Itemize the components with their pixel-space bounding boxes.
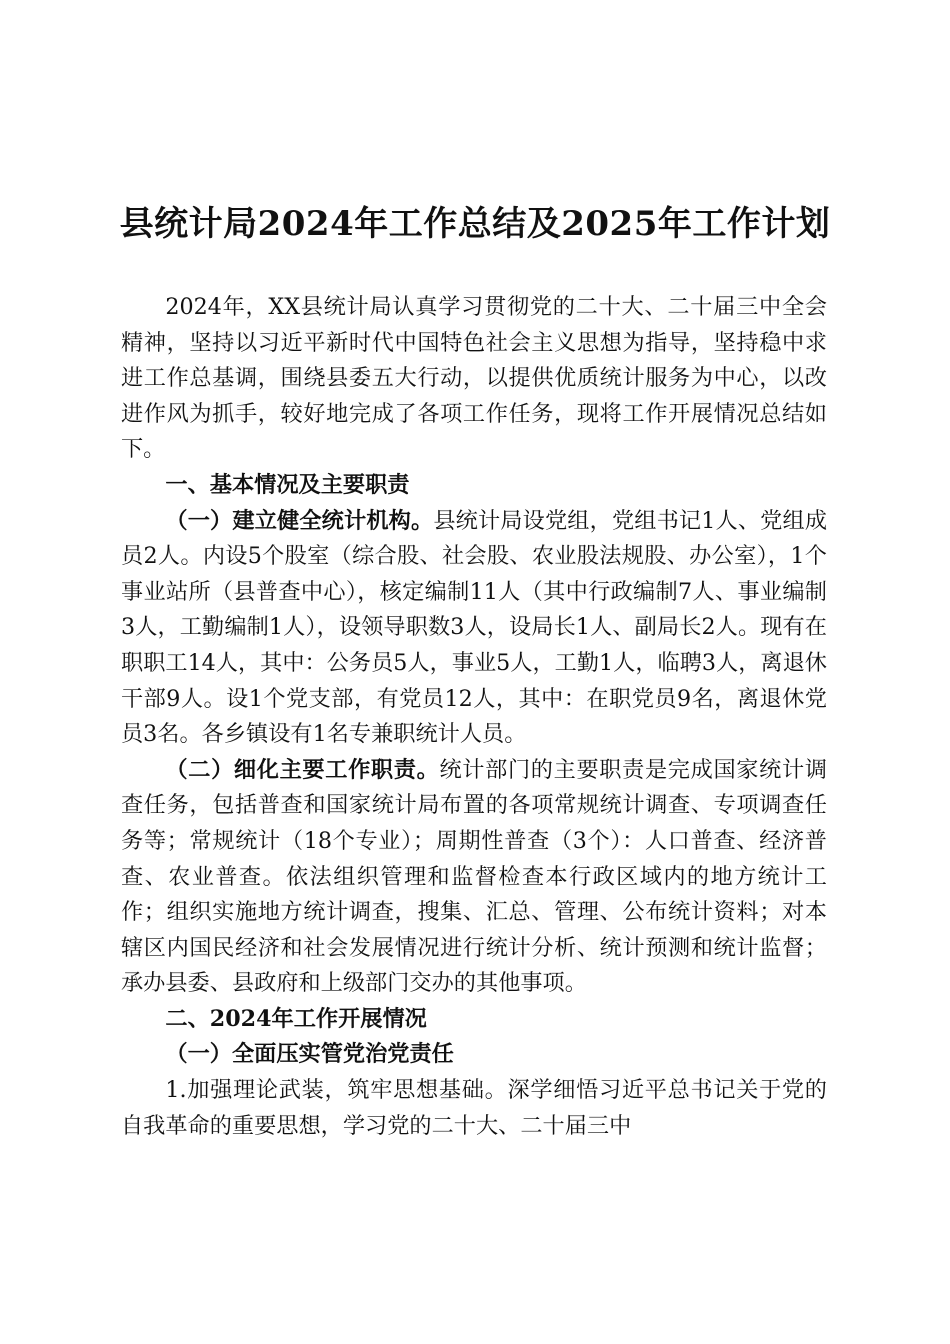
paragraph-duties	[121, 753, 827, 1002]
subheading-lead: （二）细化主要工作职责。	[165, 756, 440, 783]
section-heading: 一、基本情况及主要职责	[165, 471, 410, 498]
document-body	[121, 290, 827, 1144]
subheading-lead: （一）建立健全统计机构。	[165, 507, 434, 534]
intro-paragraph: 2024年，XX县统计局认真学习贯彻党的二十大、二十届三中全会精神，坚持以习近平新时代中国特色社会主义思想为指导，坚持稳中求进工作总基调，围绕县委五大行动，以提供优质统计服务为中心，以改进作风为抓手，较好地完成了各项工作任务，现将工作开展情况总结如下。	[121, 294, 827, 463]
paragraph-organization	[121, 504, 827, 753]
item-paragraph: 1.加强理论武装，筑牢思想基础。深学细悟习近平总书记关于党的自我革命的重要思想，学习党的二十大、二十届三中	[121, 1077, 827, 1139]
section-heading: 二、2024年工作开展情况	[165, 1005, 427, 1032]
paragraph-text: 统计部门的主要职责是完成国家统计调查任务，包括普查和国家统计局布置的各项常规统计调查、专项调查任务等；常规统计（18个专业）；周期性普查（3个）：人口普查、经济普查、农业普查。依法组织管理和监督检查本行政区域内的地方统计工作；组织实施地方统计调查，搜集、汇总、管理、公布统计资料；对本辖区内国民经济和社会发展情况进行统计分析、统计预测和统计监督；承办县委、县政府和上级部门交办的其他事项。	[121, 756, 828, 997]
paragraph-text: 县统计局设党组，党组书记1人、党组成员2人。内设5个股室（综合股、社会股、农业股法规股、办公室），1个事业站所（县普查中心），核定编制11人（其中行政编制7人、事业编制3人，工勤编制1人），设领导职数3人，设局长1人、副局长2人。现有在职职工14人，其中：公务员5人，事业5人，工勤1人，临聘3人，离退休干部9人。设1个党支部，有党员12人，其中：在职党员9名，离退休党员3名。各乡镇设有1名专兼职统计人员。	[121, 507, 828, 748]
document-title: 县统计局2024年工作总结及2025年工作计划	[119, 204, 831, 244]
subsection-heading: （一）全面压实管党治党责任	[165, 1041, 454, 1068]
